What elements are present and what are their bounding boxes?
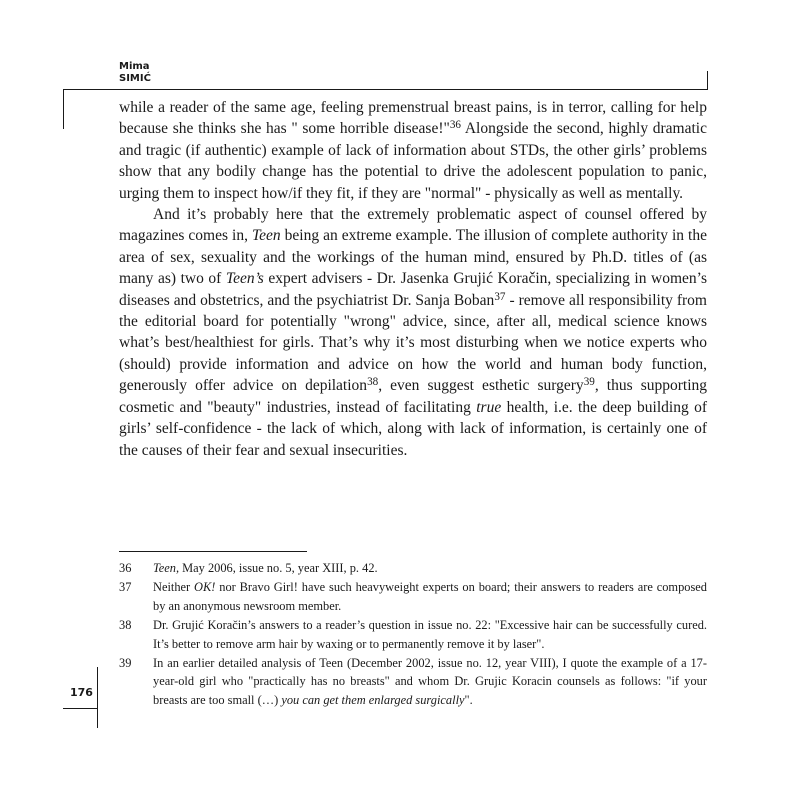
- p2-text-b: being an extreme example. The illusion of complete authority in the area of sex, sexuality and the workings of the human mind, ensured by Ph.D. titles of (as many as) two of: [119, 227, 707, 288]
- footnote-number: 37: [119, 580, 132, 595]
- footnote-number: 38: [119, 618, 132, 633]
- footnote-39: [119, 654, 707, 709]
- p1-text-a: while a reader of the same age, feeling premenstrual breast pains, is in terror, calling for help because she thinks she has " some horrible disease!": [119, 99, 707, 138]
- p2-text-g: health, i.e. the deep building of girls’ self-confidence - the lack of which, along with lack of information, is certainly one of the causes of their fear and sexual insecurities.: [119, 398, 707, 459]
- p2-em-true: true: [476, 398, 502, 416]
- paragraph-2: [119, 204, 707, 461]
- p1-text-b: Alongside the second, highly dramatic and tragic (if authentic) example of lack of information about STDs, the other girls’ problems show that any bodily change has the potential to drive the adolescent population to panic, urging them to inspect how/if they fit, if they are "normal" - physically as well as mentally.: [119, 120, 707, 202]
- footnote-number: 39: [119, 656, 132, 671]
- p2-text-a: And it’s probably here that the extremely problematic aspect of counsel offered by magazines comes in,: [119, 206, 707, 245]
- footer-rule-top-tick: [97, 667, 98, 709]
- footnote-37: [119, 578, 707, 615]
- p2-text-d: - remove all responsibility from the editorial board for potentially "wrong" advice, since, after all, medical science knows what’s best/healthiest for girls. That’s why it’s most disturbing when we notice experts who (should) provide information and advice on how the world and human body function, generously offer advice on depilation: [119, 291, 707, 395]
- footnotes: [119, 559, 707, 710]
- author-first-name: Mima: [119, 61, 150, 72]
- footnote-em: you can get them enlarged surgically: [281, 692, 465, 707]
- footnote-ref-37[interactable]: 37: [494, 290, 506, 303]
- footer-rule-horizontal: [63, 708, 98, 709]
- footnote-number: 36: [119, 561, 132, 575]
- footnote-text-post: ".: [464, 692, 473, 707]
- footnote-ref-38[interactable]: 38: [367, 376, 379, 389]
- footnote-em: OK!: [194, 580, 216, 595]
- footnote-text: May 2006, issue no. 5, year XIII, p. 42.: [179, 561, 378, 575]
- footnote-text-pre: Neither: [153, 580, 195, 595]
- footer-rule-bottom-tick: [97, 708, 98, 728]
- footnote-38: [119, 616, 707, 653]
- p2-text-c: expert advisers - Dr. Jasenka Grujić Koračin, specializing in women’s diseases and obstetrics, and the psychiatrist Dr. Sanja Boban: [119, 270, 708, 309]
- p2-text-e: , even suggest esthetic surgery: [378, 377, 584, 395]
- footnote-36: [119, 559, 707, 577]
- paragraph-1: [119, 97, 707, 204]
- author-last-name: SIMIĆ: [119, 73, 151, 84]
- p2-text-f: , thus supporting cosmetic and "beauty" industries, instead of facilitating: [119, 377, 708, 416]
- page-number: 176: [70, 686, 93, 699]
- header-rule-right-tick: [707, 71, 708, 90]
- header-rule-horizontal: [63, 89, 708, 90]
- p2-em-teen: Teen: [251, 227, 281, 245]
- footnote-separator: [119, 551, 307, 552]
- p2-em-teens: Teen’s: [225, 270, 264, 288]
- main-text: [119, 97, 707, 461]
- footnote-ref-39[interactable]: 39: [583, 376, 595, 389]
- footnote-ref-36[interactable]: 36: [449, 119, 461, 132]
- footnote-em: Teen,: [153, 561, 180, 575]
- footnote-text: In an earlier detailed analysis of Teen (December 2002, issue no. 12, year VIII), I quote the example of a 17-year-old girl who "practically has no breasts" and whom Dr. Grujic Koracin counsels as follows: "if your breasts are too small (…): [153, 656, 707, 707]
- footnote-text: nor Bravo Girl! have such heavyweight experts on board; their answers to readers are composed by an anonymous newsroom member.: [153, 580, 707, 613]
- running-header-author: [119, 61, 151, 85]
- footnote-text: Dr. Grujić Koračin’s answers to a reader’s question in issue no. 22: "Excessive hair can be successfully cured. It’s better to remove arm hair by waxing or to permanently remove it by laser".: [153, 618, 707, 651]
- header-rule-left-tick: [63, 89, 64, 129]
